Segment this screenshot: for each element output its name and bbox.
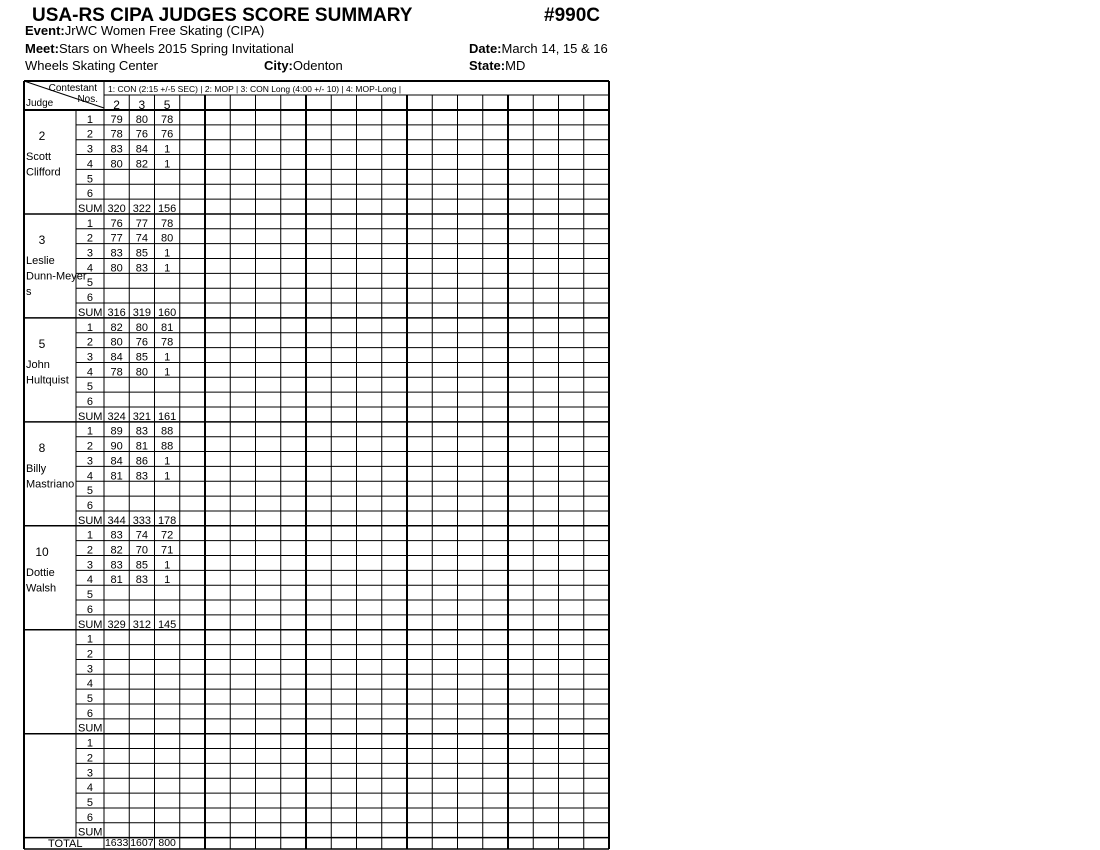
score-cell: 84 xyxy=(135,143,148,156)
score-cell: 84 xyxy=(110,351,123,364)
score-cell: 85 xyxy=(135,559,148,572)
meet-label: Meet: xyxy=(25,41,59,56)
row-label: 4 xyxy=(86,782,93,795)
score-cell: 72 xyxy=(161,529,174,542)
sum-label: SUM xyxy=(78,202,103,215)
judge-name: Billy xyxy=(26,462,47,475)
judge-name: Dunn-Meyer xyxy=(26,270,87,283)
sum-cell: 145 xyxy=(157,618,177,631)
sum-label: SUM xyxy=(78,722,103,735)
row-label: 5 xyxy=(86,796,93,809)
row-label: 6 xyxy=(86,603,93,616)
contestant-number: 5 xyxy=(163,98,171,112)
city-label: City: xyxy=(264,58,293,73)
score-cell: 1 xyxy=(164,455,171,468)
score-cell: 78 xyxy=(110,128,123,141)
judge-name: s xyxy=(26,285,32,298)
score-cell: 74 xyxy=(135,232,148,245)
sum-label: SUM xyxy=(78,410,103,423)
row-label: 2 xyxy=(86,232,93,245)
score-cell: 81 xyxy=(110,470,123,483)
event-label: Event: xyxy=(25,23,65,38)
score-cell: 78 xyxy=(161,113,174,126)
row-label: 3 xyxy=(86,767,93,780)
form-number: #990C xyxy=(544,5,600,26)
sum-cell: 319 xyxy=(132,306,152,319)
sum-cell: 324 xyxy=(107,410,126,423)
score-cell: 81 xyxy=(110,574,123,587)
row-label: 1 xyxy=(86,217,93,230)
row-label: 2 xyxy=(86,752,93,765)
score-cell: 80 xyxy=(135,113,148,126)
event-value: JrWC Women Free Skating (CIPA) xyxy=(64,23,265,38)
row-label: 1 xyxy=(86,321,93,334)
row-label: 1 xyxy=(86,425,93,438)
row-label: 2 xyxy=(86,128,93,141)
judge-name: Mastriano xyxy=(26,478,75,491)
score-cell: 88 xyxy=(161,440,174,453)
judge-name: John xyxy=(26,358,50,371)
score-cell: 1 xyxy=(164,574,171,587)
row-label: 6 xyxy=(86,188,93,201)
score-cell: 76 xyxy=(110,217,123,230)
sum-label: SUM xyxy=(78,514,103,527)
judge-number: 5 xyxy=(38,336,46,351)
score-cell: 1 xyxy=(164,247,171,260)
legend-text: 1: CON (2:15 +/-5 SEC) | 2: MOP | 3: CON Long (4:00 +/- 10) | 4: MOP-Long | xyxy=(108,84,402,94)
state-label: State: xyxy=(469,58,506,73)
corner-judge-label: Judge xyxy=(26,98,54,109)
row-label: 5 xyxy=(86,173,93,186)
row-label: 1 xyxy=(86,113,93,126)
form-title: USA-RS CIPA JUDGES SCORE SUMMARY xyxy=(32,5,413,26)
row-label: 3 xyxy=(86,143,93,156)
judge-number: 3 xyxy=(38,232,46,247)
score-cell: 85 xyxy=(135,247,148,260)
sum-cell: 156 xyxy=(157,202,177,215)
row-label: 5 xyxy=(86,693,93,705)
row-label: 4 xyxy=(86,574,93,587)
row-label: 5 xyxy=(86,589,93,602)
row-label: 4 xyxy=(86,262,93,275)
meet-value: Stars on Wheels 2015 Spring Invitational xyxy=(58,41,294,56)
score-cell: 83 xyxy=(110,247,123,260)
score-cell: 1 xyxy=(164,143,171,156)
row-label: 4 xyxy=(86,366,93,379)
sum-cell: 333 xyxy=(132,514,152,527)
sum-cell: 344 xyxy=(107,514,126,527)
row-label: 4 xyxy=(86,678,93,691)
score-cell: 85 xyxy=(135,351,148,364)
sum-cell: 322 xyxy=(132,202,152,215)
row-label: 4 xyxy=(86,470,93,483)
score-cell: 79 xyxy=(110,113,123,126)
sum-cell: 161 xyxy=(157,410,177,423)
sum-label: SUM xyxy=(78,618,103,631)
score-cell: 80 xyxy=(110,158,123,171)
score-cell: 71 xyxy=(161,544,174,557)
score-cell: 83 xyxy=(135,425,148,438)
sum-cell: 329 xyxy=(107,618,126,631)
score-cell: 76 xyxy=(161,128,174,141)
total-label: TOTAL xyxy=(48,838,83,850)
score-cell: 1 xyxy=(164,559,171,572)
score-cell: 81 xyxy=(161,321,174,334)
row-label: 3 xyxy=(86,455,93,468)
judge-number: 8 xyxy=(38,440,46,455)
score-cell: 89 xyxy=(110,425,123,438)
score-cell: 1 xyxy=(164,158,171,171)
score-cell: 78 xyxy=(110,366,123,379)
row-label: 1 xyxy=(86,737,93,750)
row-label: 1 xyxy=(86,529,93,542)
location-value: Wheels Skating Center xyxy=(25,58,158,73)
row-label: 5 xyxy=(86,277,93,290)
state-value: MD xyxy=(505,58,526,73)
sum-cell: 178 xyxy=(157,514,177,527)
judge-name: Clifford xyxy=(26,166,61,179)
score-cell: 1 xyxy=(164,262,171,275)
row-label: 4 xyxy=(86,158,93,171)
score-cell: 80 xyxy=(110,336,123,349)
score-cell: 80 xyxy=(135,321,148,334)
score-cell: 90 xyxy=(110,440,123,453)
judge-name: Walsh xyxy=(26,582,57,595)
score-cell: 83 xyxy=(135,574,148,587)
score-cell: 83 xyxy=(110,559,123,572)
score-cell: 78 xyxy=(161,336,174,349)
score-cell: 83 xyxy=(110,143,123,156)
corner-contestant-label: Contestant xyxy=(48,83,97,94)
total-cell: 1633 xyxy=(104,837,129,849)
sum-cell: 316 xyxy=(107,306,126,319)
row-label: 2 xyxy=(86,648,93,661)
score-cell: 88 xyxy=(161,425,174,438)
judge-number: 2 xyxy=(38,129,46,143)
row-label: 3 xyxy=(86,351,93,364)
row-label: 5 xyxy=(86,485,93,498)
judge-name: Leslie xyxy=(26,254,55,267)
score-cell: 1 xyxy=(164,351,171,364)
score-cell: 1 xyxy=(164,470,171,483)
row-label: 6 xyxy=(86,499,93,512)
row-label: 3 xyxy=(86,559,93,572)
total-cell: 800 xyxy=(158,837,176,849)
judge-number: 10 xyxy=(35,544,49,559)
score-cell: 80 xyxy=(110,262,123,275)
score-cell: 80 xyxy=(135,366,148,379)
sum-cell: 312 xyxy=(132,618,152,631)
score-cell: 76 xyxy=(135,128,148,141)
row-label: 6 xyxy=(86,811,93,824)
contestant-number: 2 xyxy=(113,98,120,112)
row-label: 3 xyxy=(86,247,93,260)
corner-nos-label: Nos. xyxy=(77,94,98,105)
sum-cell: 321 xyxy=(132,410,152,423)
score-cell: 86 xyxy=(135,455,148,468)
row-label: 5 xyxy=(86,381,93,394)
row-label: 3 xyxy=(86,663,93,676)
score-cell: 84 xyxy=(110,455,123,468)
score-cell: 1 xyxy=(164,366,171,379)
date-label: Date: xyxy=(469,41,502,56)
score-cell: 82 xyxy=(135,158,148,171)
date-value: March 14, 15 & 16 xyxy=(501,41,608,56)
score-cell: 74 xyxy=(135,529,148,542)
score-cell: 83 xyxy=(110,529,123,542)
row-label: 2 xyxy=(86,544,93,557)
row-label: 2 xyxy=(86,440,93,453)
row-label: 1 xyxy=(86,633,93,646)
row-label: 6 xyxy=(86,292,93,305)
judge-name: Hultquist xyxy=(26,374,69,387)
score-cell: 76 xyxy=(135,336,148,349)
score-cell: 78 xyxy=(161,217,174,230)
sum-label: SUM xyxy=(78,826,103,839)
sum-cell: 320 xyxy=(107,202,126,215)
score-cell: 77 xyxy=(135,217,148,230)
row-label: 2 xyxy=(86,336,93,349)
score-cell: 82 xyxy=(110,321,123,334)
judge-name: Dottie xyxy=(26,566,55,579)
judge-name: Scott xyxy=(26,151,52,163)
score-cell: 77 xyxy=(110,232,123,245)
row-label: 6 xyxy=(86,707,93,720)
sum-label: SUM xyxy=(78,306,103,319)
total-cell: 1607 xyxy=(130,837,154,849)
score-cell: 83 xyxy=(135,470,148,483)
score-cell: 82 xyxy=(110,544,123,557)
city-value: Odenton xyxy=(292,58,343,73)
sum-cell: 160 xyxy=(157,306,177,319)
score-cell: 70 xyxy=(135,544,148,557)
contestant-number: 3 xyxy=(138,98,146,112)
score-cell: 81 xyxy=(135,440,148,453)
score-cell: 80 xyxy=(161,232,174,245)
row-label: 6 xyxy=(86,396,93,408)
score-cell: 83 xyxy=(135,262,148,275)
